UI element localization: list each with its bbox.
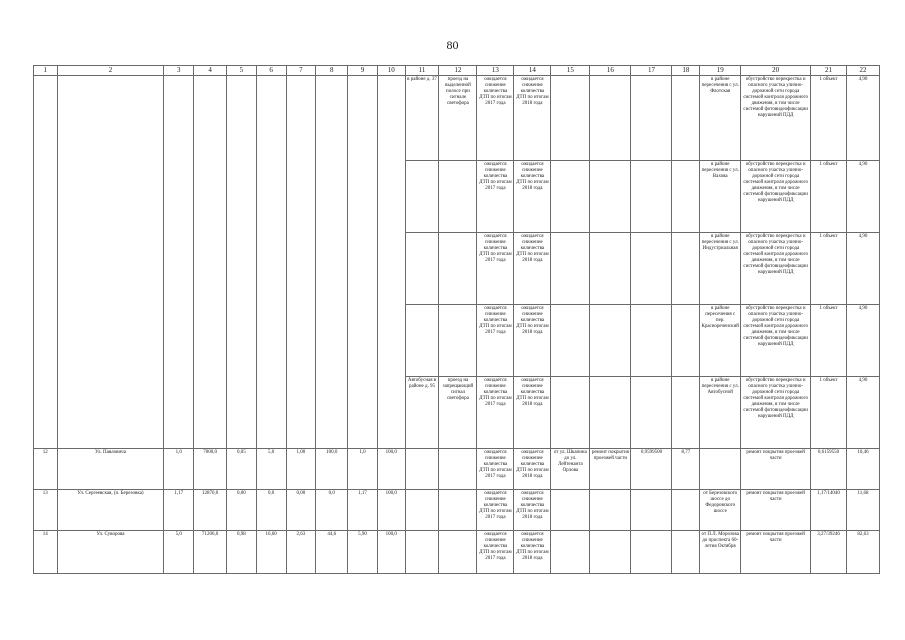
column-header: 9 [348,66,378,76]
table-cell: 0,0 [256,490,286,531]
table-cell [405,161,439,233]
table-cell: ожидается снижение количества ДТП по итогам 2018 года [514,449,551,490]
table-cell [590,161,631,233]
table-cell: 100,0 [377,531,405,574]
table-cell: 7000,0 [194,449,227,490]
table-cell [256,76,286,449]
column-header: 16 [590,66,631,76]
table-cell [672,76,700,161]
table-cell: в районе пересечения с ул. Вахова [700,161,741,233]
table-cell: 5,0 [256,449,286,490]
table-cell: 1 объект [811,305,847,377]
table-cell: в районе пересечения с ул. Флотская [700,76,741,161]
table-cell: 4,90 [846,233,879,305]
table-cell: обустройство перекрестка и опасного участка улично-дорожной сети города системой контроля дорожного движения, в том числе системой фотовидеофиксации нарушений ПДД [741,161,811,233]
table-cell: Ул. Сергеевская, (п. Березовка) [57,490,164,531]
table-cell [439,531,477,574]
table-cell: ожидается снижение количества ДТП по итогам 2018 года [514,161,551,233]
table-cell [194,76,227,449]
table-cell [590,531,631,574]
column-header: 11 [405,66,439,76]
table-cell [631,76,672,161]
table-cell: обустройство перекрестка и опасного участка улично-дорожной сети города системой контроля дорожного движения, в том числе системой фотовидеофиксации нарушений ПДД [741,305,811,377]
table-cell: ожидается снижение количества ДТП по итогам 2017 года [477,161,514,233]
table-cell: ожидается снижение количества ДТП по итогам 2017 года [477,449,514,490]
table-cell: 4,90 [846,161,879,233]
table-cell: 0,9599500 [631,449,672,490]
table-cell: 1,17/14040 [811,490,847,531]
table-cell [439,449,477,490]
table-cell [551,531,590,574]
table-cell: в районе пересечения с ул. Индустриальная [700,233,741,305]
column-header: 14 [514,66,551,76]
table-cell: 100,0 [316,449,348,490]
table-cell [405,490,439,531]
table-cell [672,531,700,574]
column-header: 19 [700,66,741,76]
table-cell: 1,17 [164,490,194,531]
table-cell [439,233,477,305]
table-cell: 82,63 [846,531,879,574]
table-cell [590,233,631,305]
column-header: 17 [631,66,672,76]
table-cell: 4,90 [846,377,879,449]
table-cell [348,76,378,449]
table-cell: 5,0 [164,531,194,574]
table-cell [672,233,700,305]
table-cell [631,490,672,531]
column-header: 20 [741,66,811,76]
table-cell [405,233,439,305]
table-cell: ожидается снижение количества ДТП по итогам 2017 года [477,490,514,531]
column-header: 2 [57,66,164,76]
column-header: 13 [477,66,514,76]
table-cell [551,490,590,531]
table-cell: 1 объект [811,161,847,233]
table-row [34,449,880,490]
table-cell: 14 [34,531,58,574]
table-cell [672,490,700,531]
table-cell [439,305,477,377]
table-cell: ожидается снижение количества ДТП по итогам 2018 года [514,531,551,574]
table-cell [700,449,741,490]
table-cell: Ул. Павловича [57,449,164,490]
table-cell: 13 [34,490,58,531]
table-cell [551,161,590,233]
column-header: 21 [811,66,847,76]
table-cell: 16,60 [256,531,286,574]
table-cell [631,233,672,305]
table-cell: 0,00 [226,490,256,531]
table-cell: 0,05 [226,449,256,490]
table-cell: 11,68 [846,490,879,531]
table-cell: ремонт покрытия проезжей части [741,531,811,574]
table-cell: ремонт покрытия проезжей части [741,449,811,490]
page-number: 80 [446,38,459,52]
table-cell: 1 объект [811,76,847,161]
table-cell [631,531,672,574]
column-header: 22 [846,66,879,76]
table-cell: в районе пересечения с ул. Автобусной [700,377,741,449]
column-header: 6 [256,66,286,76]
table-cell [551,377,590,449]
table-cell [286,76,316,449]
table-cell: 1,00 [286,449,316,490]
column-header: 8 [316,66,348,76]
table-cell [551,76,590,161]
table-cell: ремонт покрытия проезжей части [590,449,631,490]
table-cell: ожидается снижение количества ДТП по итогам 2017 года [477,377,514,449]
table-cell: 8,77 [672,449,700,490]
table-cell: 1 объект [811,377,847,449]
table-cell [590,305,631,377]
table-cell [672,305,700,377]
table-cell: 4,90 [846,305,879,377]
table-cell [439,490,477,531]
table-cell [672,377,700,449]
table-cell: ремонт покрытия проезжей части [741,490,811,531]
table-cell: проезд на выделенной полосе при сигнале светофора [439,76,477,161]
column-header: 10 [377,66,405,76]
table-cell [34,76,58,449]
table-cell: проезд на запрещающий сигнал светофора [439,377,477,449]
column-header: 4 [194,66,227,76]
table-cell [57,76,164,449]
table-cell [405,449,439,490]
table-cell [405,305,439,377]
table-cell: 1,0 [348,449,378,490]
table-cell: 10,46 [846,449,879,490]
table-cell: обустройство перекрестка и опасного участка улично-дорожной сети города системой контроля дорожного движения, в том числе системой фотовидеофиксации нарушений ПДД [741,76,811,161]
column-header: 15 [551,66,590,76]
table-cell [590,490,631,531]
table-cell: обустройство перекрестка и опасного участка улично-дорожной сети города системой контроля дорожного движения, в том числе системой фотовидеофиксации нарушений ПДД [741,233,811,305]
table-cell: ожидается снижение количества ДТП по итогам 2018 года [514,490,551,531]
table-cell: в районе д. 37 [405,76,439,161]
table-cell: 44,6 [316,531,348,574]
table-cell: 4,90 [846,76,879,161]
column-header: 1 [34,66,58,76]
road-program-table [33,65,880,574]
table-cell: 1,0 [164,449,194,490]
table-cell: 3,27/39246 [811,531,847,574]
table-row [34,531,880,574]
table-cell: ожидается снижение количества ДТП по итогам 2018 года [514,76,551,161]
table-cell: ожидается снижение количества ДТП по итогам 2018 года [514,233,551,305]
table-cell [377,76,405,449]
table-cell: 0,6159550 [811,449,847,490]
table-cell [551,305,590,377]
column-header: 18 [672,66,700,76]
table-cell: 100,0 [377,490,405,531]
table-cell [631,161,672,233]
table-cell: Ул. Суворова [57,531,164,574]
table-cell [631,305,672,377]
table-cell [551,233,590,305]
table-cell: 1,17 [348,490,378,531]
table-cell: Автобусная в районе д. 95 [405,377,439,449]
table-cell [439,161,477,233]
table-row [34,490,880,531]
table-cell: 12 [34,449,58,490]
table-cell: ожидается снижение количества ДТП по итогам 2017 года [477,76,514,161]
table-cell: 1 объект [811,233,847,305]
table-cell: 12870,0 [194,490,227,531]
table-cell: 0,98 [226,531,256,574]
header-row [34,66,880,76]
table-cell: в районе пересечения с пер. Краснореченский [700,305,741,377]
table-cell: ожидается снижение количества ДТП по итогам 2018 года [514,305,551,377]
table-cell: 100,0 [377,449,405,490]
table-cell: 2,63 [286,531,316,574]
table-cell: 0,00 [286,490,316,531]
table-cell: 71206,0 [194,531,227,574]
table-cell: обустройство перекрестка и опасного участка улично-дорожной сети города системой контроля дорожного движения, в том числе системой фотовидеофиксации нарушений ПДД [741,377,811,449]
table-cell: 0,0 [316,490,348,531]
table-row [34,76,880,161]
column-header: 7 [286,66,316,76]
table-cell [164,76,194,449]
table-cell [590,377,631,449]
table-cell: от ул. Шкапина до ул. Лейтенанта Орлова [551,449,590,490]
table-cell: ожидается снижение количества ДТП по итогам 2017 года [477,233,514,305]
table-cell [631,377,672,449]
table-cell [226,76,256,449]
table-cell [672,161,700,233]
table-cell [316,76,348,449]
table-cell: от Березовского шоссе до Федоровского шоссе [700,490,741,531]
table-cell: ожидается снижение количества ДТП по итогам 2017 года [477,305,514,377]
table-cell [590,76,631,161]
column-header: 12 [439,66,477,76]
table-cell: ожидается снижение количества ДТП по итогам 2018 года [514,377,551,449]
table-cell: 5,90 [348,531,378,574]
table-cell: ожидается снижение количества ДТП по итогам 2017 года [477,531,514,574]
table-cell: от П.Л. Морозова до проспекта 60-летия Октября [700,531,741,574]
column-header: 3 [164,66,194,76]
table-cell [405,531,439,574]
column-header: 5 [226,66,256,76]
